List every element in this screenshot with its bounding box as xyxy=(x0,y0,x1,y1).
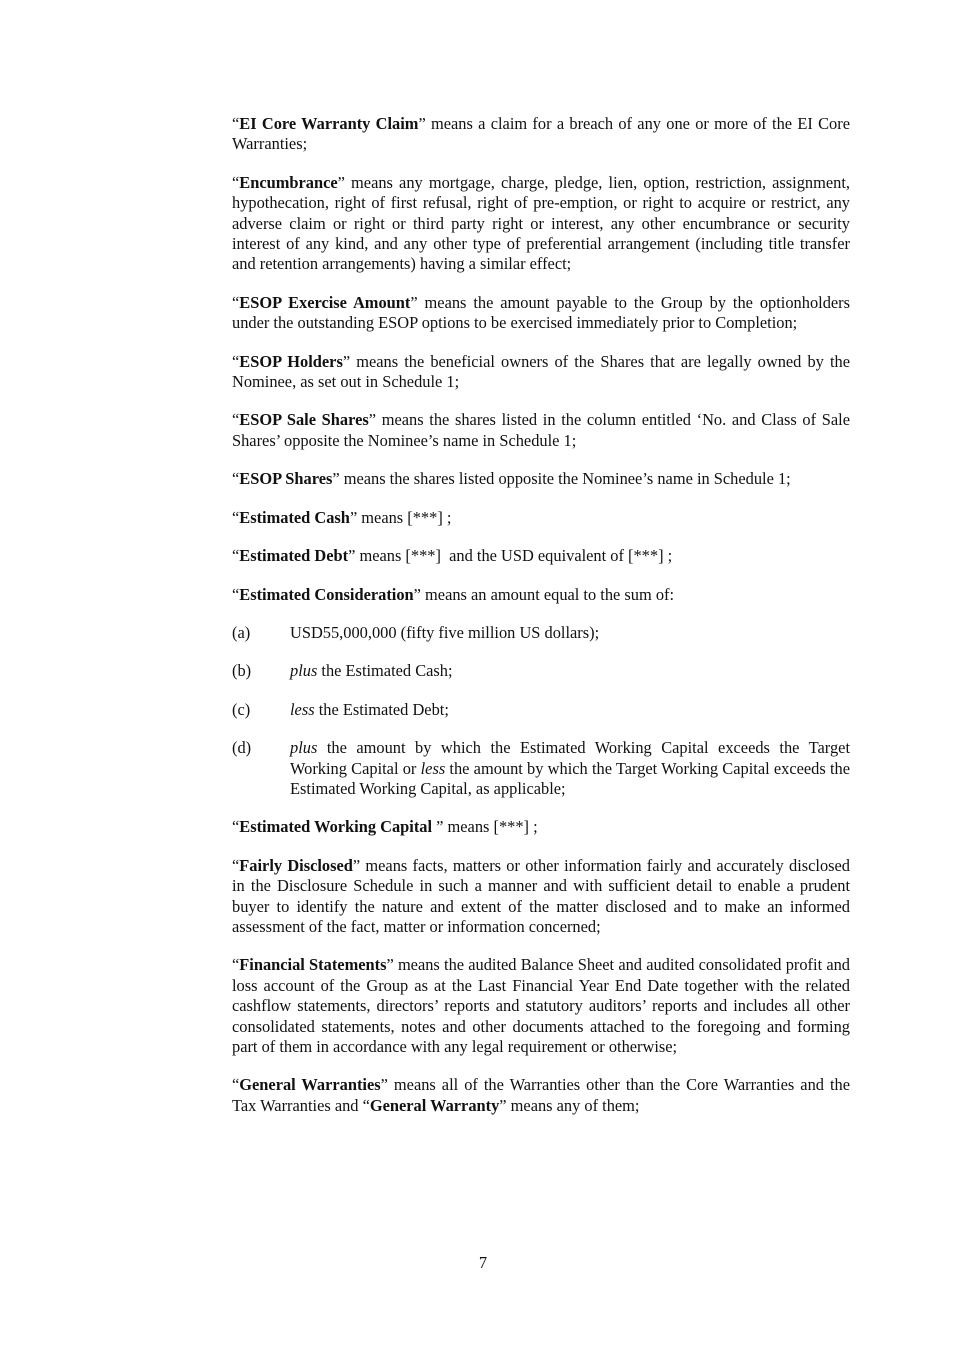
definition-general-warranties: “General Warranties” means all of the Warranties other than the Core Warranties and the Tax Warranties and “General Warranty” means any of them; xyxy=(232,1075,850,1115)
item-label: (b) xyxy=(232,661,252,681)
term: Fairly Disclosed xyxy=(239,855,353,875)
term: ESOP Sale Shares xyxy=(239,410,369,430)
term: ESOP Holders xyxy=(239,351,343,371)
term: Estimated Working Capital xyxy=(239,817,437,837)
item-text: less the Estimated Debt; xyxy=(290,699,449,719)
list-item-c xyxy=(232,700,850,720)
item-label: (a) xyxy=(232,622,251,642)
item-text: plus the Estimated Cash; xyxy=(290,661,453,681)
item-label: (c) xyxy=(232,699,251,719)
definition-fairly-disclosed: “Fairly Disclosed” means facts, matters or other information fairly and accurately disclosed in the Disclosure Schedule in such a manner and with sufficient detail to enable a prudent buyer to identify the nature and extent of the matter disclosed and to make an informed assessment of the fact, matter or information concerned; xyxy=(232,855,850,936)
page-number: 7 xyxy=(478,1253,488,1272)
definition-estimated-cash: “Estimated Cash” means [***] ; xyxy=(232,507,452,527)
list-item-d xyxy=(232,738,850,799)
term: EI Core Warranty Claim xyxy=(239,114,419,133)
term: General Warranty xyxy=(369,1095,500,1115)
term: General Warranties xyxy=(239,1075,381,1095)
term: Estimated Cash xyxy=(239,507,350,527)
term: Estimated Debt xyxy=(239,546,349,566)
definition-esop-holders: “ESOP Holders” means the beneficial owners of the Shares that are legally owned by the Nominee, as set out in Schedule 1; xyxy=(232,351,850,392)
definition-financial-statements: “Financial Statements” means the audited Balance Sheet and audited consolidated profit and loss account of the Group as at the Last Financial Year End Date together with the related cashflow statements, directors’ reports and statutory auditors’ reports and includes all other consolidated statements, notes and other documents attached to the foregoing and forming part of them in accordance with any legal requirement or otherwise; xyxy=(232,955,850,1056)
definition-esop-sale-shares: “ESOP Sale Shares” means the shares listed in the column entitled ‘No. and Class of Sale Shares’ opposite the Nominee’s name in Schedule 1; xyxy=(232,410,850,450)
term: Estimated Consideration xyxy=(239,584,414,604)
definition-estimated-working-capital: “Estimated Working Capital ” means [***] ; xyxy=(232,817,538,837)
definition-ei-core-warranty-claim: “EI Core Warranty Claim” means a claim for a breach of any one or more of the EI Core Warranties; xyxy=(232,114,850,154)
definitions-body xyxy=(232,114,850,1134)
term: ESOP Exercise Amount xyxy=(239,292,411,312)
list-item-a xyxy=(232,623,850,643)
definition-esop-exercise-amount: “ESOP Exercise Amount” means the amount payable to the Group by the optionholders under the outstanding ESOP options to be exercised immediately prior to Completion; xyxy=(232,292,850,333)
definition-encumbrance: “Encumbrance” means any mortgage, charge, pledge, lien, option, restriction, assignment, hypothecation, right of first refusal, right of pre-emption, or right to acquire or restrict, any adverse claim or right or third party right or interest, any other encumbrance or security interest of any kind, and any other type of preferential arrangement (including title transfer and retention arrangements) having a similar effect; xyxy=(232,172,850,274)
item-text: plus the amount by which the Estimated Working Capital exceeds the Target Working Capital or less the amount by which the Target Working Capital exceeds the Estimated Working Capital, as applicable; xyxy=(290,738,850,798)
definition-estimated-debt: “Estimated Debt” means [***] and the USD equivalent of [***] ; xyxy=(232,546,673,566)
definition-esop-shares: “ESOP Shares” means the shares listed opposite the Nominee’s name in Schedule 1; xyxy=(232,469,791,489)
term: Financial Statements xyxy=(239,955,387,975)
item-text: USD55,000,000 (fifty five million US dollars); xyxy=(290,622,600,642)
item-label: (d) xyxy=(232,738,252,758)
definition-estimated-consideration: “Estimated Consideration” means an amount equal to the sum of: xyxy=(232,584,675,604)
term: ESOP Shares xyxy=(239,469,333,489)
list-item-b xyxy=(232,661,850,681)
term: Encumbrance xyxy=(239,172,338,192)
